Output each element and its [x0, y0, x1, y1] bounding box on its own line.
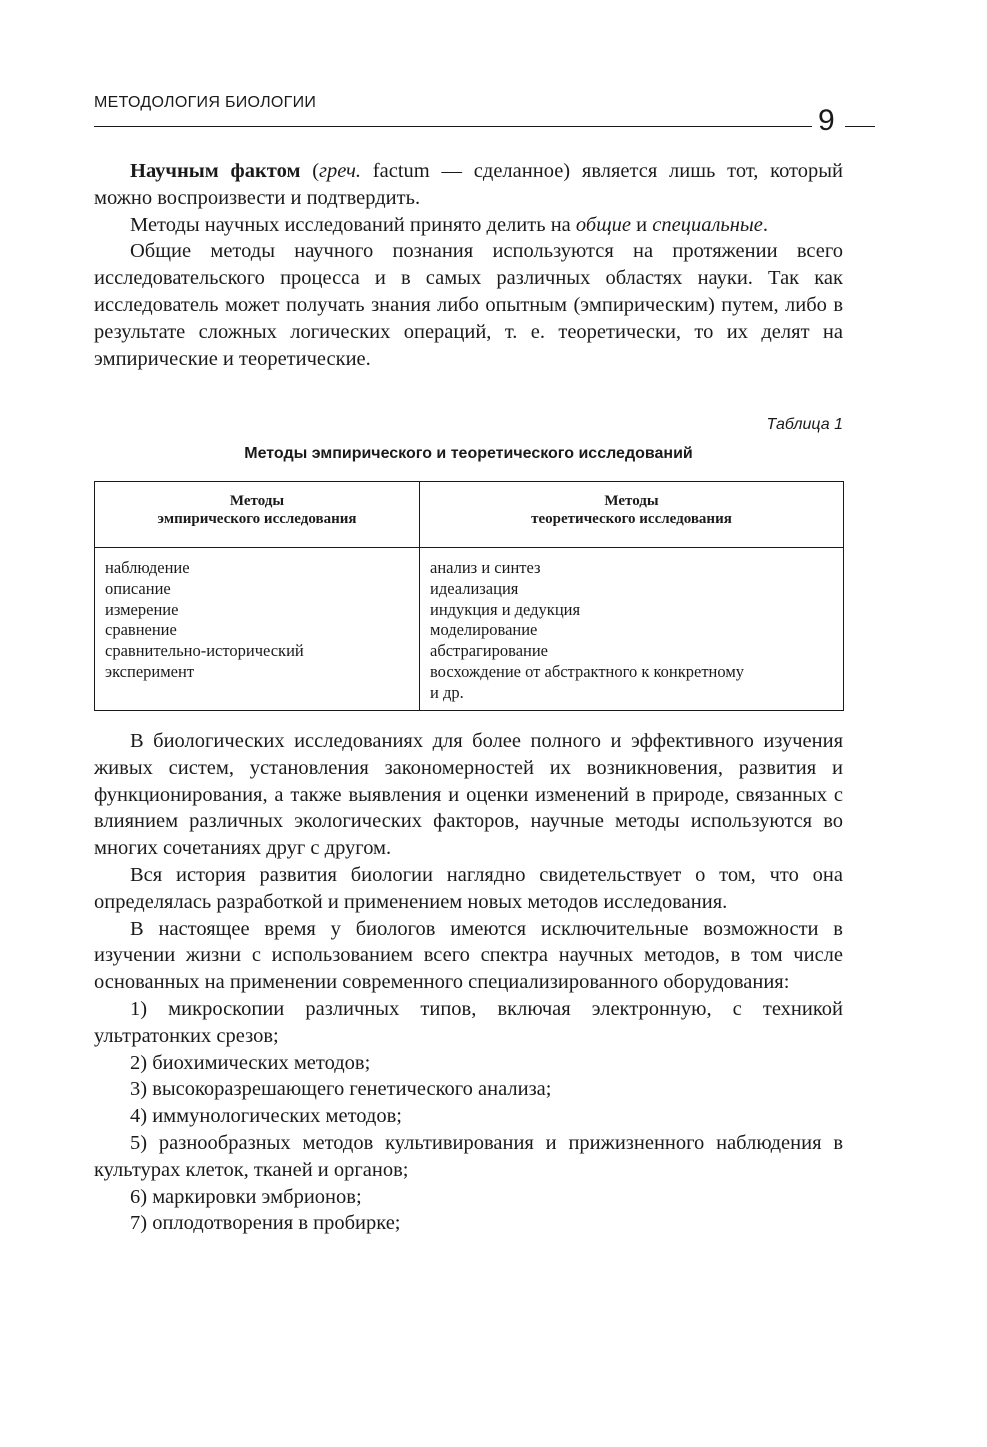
list-item: идеализация	[430, 578, 519, 598]
list-item: эксперимент	[105, 661, 195, 681]
list-item: наблюдение	[105, 558, 190, 577]
intro-text	[94, 158, 843, 372]
language-note: греч.	[319, 160, 362, 182]
list-item: индукция и дедукция	[430, 599, 581, 619]
method-list-item: 5) разнообразных методов культивирования и прижизненного наблюдения в культурах клеток, тканей и органов;	[94, 1131, 843, 1181]
method-list-item: 1) микроскопии различных типов, включая электронную, с техникой ультратонких срезов;	[94, 997, 843, 1047]
column-header-line: Методы	[604, 493, 659, 509]
method-list-item: 3) высокоразрешающего генетического анализа;	[130, 1078, 552, 1101]
theoretical-methods-cell	[420, 548, 844, 711]
paragraph-history: Вся история развития биологии наглядно свидетельствует о том, что она определялась разработкой и применением новых методов исследования.	[94, 863, 843, 913]
paragraph-biological-research: В биологических исследованиях для более полного и эффективного изучения живых систем, установления закономерностей их возникновения, развития и функционирования, а также выявления и оценки изменений в природе, связанных с влиянием различных экологических факторов, научные методы используются во многих сочетаниях друг с другом.	[94, 730, 843, 860]
header-rule	[94, 126, 812, 127]
column-header-empirical	[95, 482, 420, 548]
table-title: Методы эмпирического и теоретического исследований	[244, 445, 693, 462]
empirical-methods-cell	[95, 548, 420, 711]
term-special: специальные	[652, 213, 763, 236]
method-list-item: 6) маркировки эмбрионов;	[130, 1185, 362, 1208]
methods-table	[94, 481, 844, 711]
method-types-lead: Методы научных исследований принято делить на	[130, 213, 576, 236]
list-item: описание	[105, 578, 171, 598]
body-text	[94, 728, 843, 1237]
page-number-rule	[845, 126, 875, 127]
list-item: и др.	[430, 682, 464, 702]
paragraph-scientific-fact	[94, 158, 843, 212]
paragraph-modern-methods: В настоящее время у биологов имеются исключительные возможности в изучении жизни с использованием всего спектра научных методов, в том числе основанных на применении современного специализированного оборудования:	[94, 917, 843, 994]
conjunction: и	[631, 213, 653, 236]
list-item: моделирование	[430, 620, 538, 640]
period: .	[762, 213, 769, 236]
definition-text: factum — сделанное) является лишь тот, который можно воспроизвести и подтвердить.	[94, 160, 843, 209]
running-title: МЕТОДОЛОГИЯ БИОЛОГИИ	[94, 94, 317, 111]
page-number: 9	[818, 104, 835, 137]
list-item: сравнение	[105, 620, 177, 640]
method-list-item: 2) биохимических методов;	[130, 1051, 371, 1074]
column-header-line: Методы	[229, 493, 285, 509]
table-row	[95, 548, 844, 711]
column-header-line: эмпирического исследования	[157, 511, 357, 527]
column-header-theoretical	[420, 482, 844, 548]
table-header-row	[95, 482, 844, 548]
method-list-item: 7) оплодотворения в пробирке;	[130, 1212, 401, 1235]
paragraph-method-types	[94, 212, 843, 239]
term-scientific-fact: Научным фактом	[130, 160, 301, 182]
list-item: абстрагирование	[430, 641, 549, 661]
list-item: анализ и синтез	[430, 558, 541, 577]
table-caption: Таблица 1	[766, 416, 843, 433]
term-general: общие	[575, 213, 632, 236]
method-list-item: 4) иммунологических методов;	[130, 1105, 402, 1128]
paragraph-general-methods: Общие методы научного познания используются на протяжении всего исследовательского процесса и в самых различных областях науки. Так как исследователь может получать знания либо опытным (эмпирическим) путем, либо в результате сложных логических операций, т. е. теоретически, то их делят на эмпирические и теоретические.	[94, 240, 843, 370]
column-header-line: теоретического исследования	[531, 511, 732, 527]
list-item: восхождение от абстрактного к конкретному	[430, 661, 745, 681]
paren-open: (	[300, 160, 320, 182]
list-item: сравнительно-исторический	[105, 641, 304, 661]
list-item: измерение	[105, 599, 179, 619]
